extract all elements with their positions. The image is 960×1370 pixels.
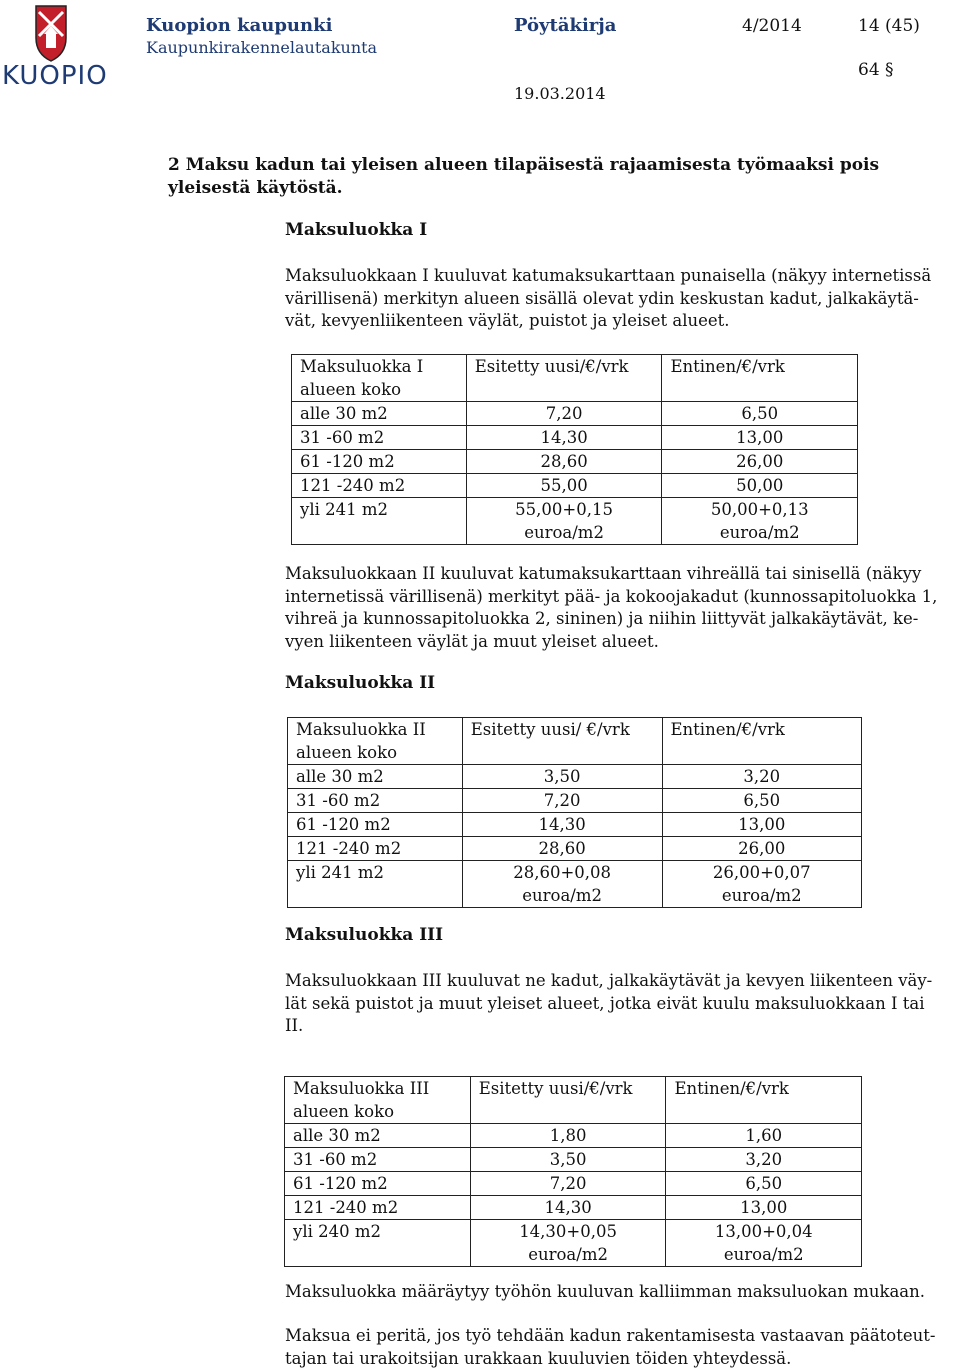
- class1-fee-table: [291, 354, 858, 545]
- table-row: alle 30 m2 7,20 6,50: [292, 402, 858, 426]
- meeting-date: 19.03.2014: [514, 84, 606, 103]
- table-row: 61 -120 m2 14,30 13,00: [288, 813, 862, 837]
- closing-paragraph-2: Maksua ei peritä, jos työ tehdään kadun rakentamisesta vastaavan päätoteut- tajan tai urakoitsijan urakkaan kuuluvien töiden yhteydessä.: [285, 1326, 936, 1368]
- table-row: 31 -60 m2 7,20 6,50: [288, 789, 862, 813]
- table-row: yli 241 m2 55,00+0,15 euroa/m2 50,00+0,13 euroa/m2: [292, 498, 858, 545]
- table-header-row: Maksuluokka I Esitetty uusi/€/vrk Entinen/€/vrk: [292, 355, 858, 379]
- section-number: 64 §: [858, 60, 894, 80]
- doc-number: 4/2014: [742, 16, 802, 36]
- table-subheader-row: alueen koko: [288, 741, 862, 765]
- table-header-row: Maksuluokka II Esitetty uusi/ €/vrk Entinen/€/vrk: [288, 718, 862, 742]
- doc-type: Pöytäkirja: [514, 15, 617, 36]
- class2-title: Maksuluokka II: [285, 673, 436, 693]
- table-row: yli 241 m2 28,60+0,08 euroa/m2 26,00+0,07 euroa/m2: [288, 861, 862, 908]
- org-name: Kuopion kaupunki: [146, 15, 333, 36]
- table-row: alle 30 m2 1,80 1,60: [285, 1124, 862, 1148]
- class3-description: Maksuluokkaan III kuuluvat ne kadut, jalkakäytävät ja kevyen liikenteen väy- lät sekä puistot ja muut yleiset alueet, jotka eivät kuulu maksuluokkaan I tai II.: [285, 971, 933, 1036]
- table-row: 121 -240 m2 14,30 13,00: [285, 1196, 862, 1220]
- table-subheader-row: alueen koko: [292, 378, 858, 402]
- table-row: 61 -120 m2 28,60 26,00: [292, 450, 858, 474]
- class1-title: Maksuluokka I: [285, 220, 428, 240]
- table-header-row: Maksuluokka III Esitetty uusi/€/vrk Entinen/€/vrk: [285, 1077, 862, 1101]
- kuopio-logo: [2, 4, 108, 92]
- class2-fee-table: [287, 717, 862, 908]
- class3-title: Maksuluokka III: [285, 925, 444, 945]
- board-name: Kaupunkirakennelautakunta: [146, 38, 378, 57]
- class3-fee-table: [284, 1076, 862, 1267]
- class1-description: Maksuluokkaan I kuuluvat katumaksukarttaan punaisella (näkyy internetissä värillisenä) merkityn alueen sisällä olevat ydin keskustan kadut, jalkakäytä- vät, kevyenliikenteen väylät, puistot ja yleiset alueet.: [285, 266, 932, 331]
- logo-wordmark: KUOPIO: [2, 61, 108, 91]
- table-row: 121 -240 m2 55,00 50,00: [292, 474, 858, 498]
- closing-paragraph-1: Maksuluokka määräytyy työhön kuuluvan kalliimman maksuluokan mukaan.: [285, 1282, 926, 1301]
- coat-of-arms-icon: [2, 4, 100, 64]
- table-row: 31 -60 m2 14,30 13,00: [292, 426, 858, 450]
- page-number: 14 (45): [858, 16, 920, 36]
- table-row: alle 30 m2 3,50 3,20: [288, 765, 862, 789]
- class2-description: Maksuluokkaan II kuuluvat katumaksukarttaan vihreällä tai sinisellä (näkyy internetissä värillisenä) merkityt pää- ja kokoojakadut (kunnossapitoluokka 1, vihreä ja kunnossapitoluokka 2, sininen) ja niihin liittyvät jalkakäytävät, ke- vyen liikenteen väylät ja muut yleiset alueet.: [285, 564, 938, 651]
- table-subheader-row: alueen koko: [285, 1100, 862, 1124]
- section-heading: 2 Maksu kadun tai yleisen alueen tilapäisestä rajaamisesta työmaaksi pois yleisestä käytöstä.: [168, 155, 880, 198]
- table-row: 61 -120 m2 7,20 6,50: [285, 1172, 862, 1196]
- table-row: 121 -240 m2 28,60 26,00: [288, 837, 862, 861]
- table-row: 31 -60 m2 3,50 3,20: [285, 1148, 862, 1172]
- table-row: yli 240 m2 14,30+0,05 euroa/m2 13,00+0,04 euroa/m2: [285, 1220, 862, 1267]
